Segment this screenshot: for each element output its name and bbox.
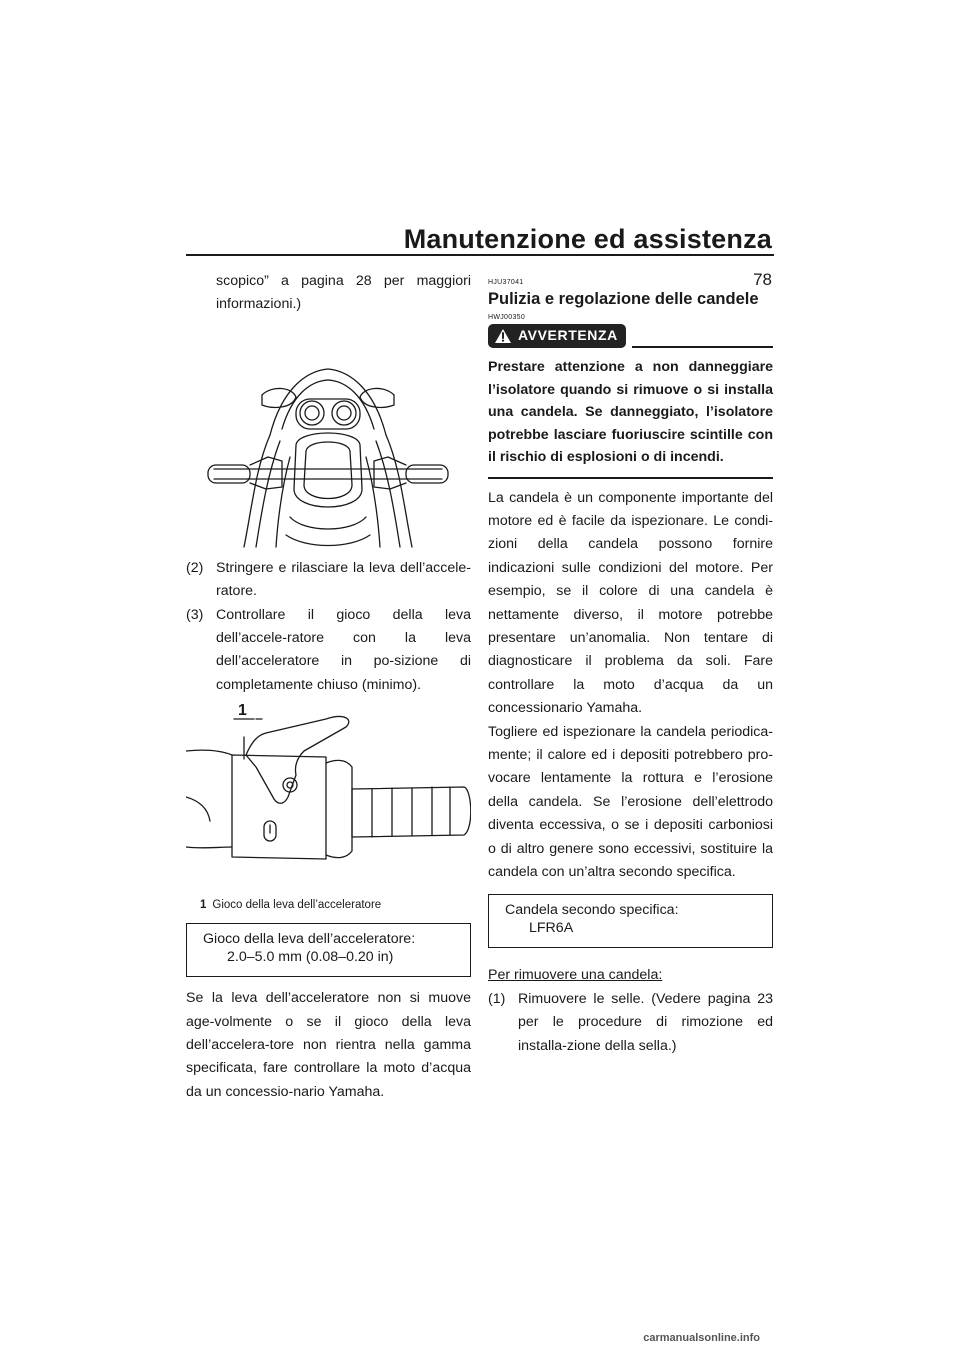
warning-rule bbox=[632, 346, 773, 348]
removal-heading: Per rimuovere una candela: bbox=[488, 967, 663, 984]
page-number: 78 bbox=[753, 270, 772, 289]
spec-value: 2.0–5.0 mm (0.08–0.20 in) bbox=[227, 949, 394, 966]
step-text: Controllare il gioco della leva dell’accele-ratore con la leva dell’acceleratore in po-sizione di completamente chiuso (minimo). bbox=[216, 606, 471, 693]
warning-triangle-icon bbox=[494, 328, 512, 344]
note-paragraph: Se la leva dell’acceleratore non si muove age-volmente o se il gioco della leva dell’accelera-tore non rientra nella gamma specificata, fare controllare la moto d’acqua da un concessio-nario Yamaha. bbox=[186, 990, 471, 1100]
warning-end-rule bbox=[488, 477, 773, 479]
caption-text: Gioco della leva dell’acceleratore bbox=[212, 899, 382, 912]
handlebar-illustration bbox=[186, 317, 471, 557]
spec-box-spark-plug bbox=[488, 894, 773, 948]
spec-label: Candela secondo specifica: bbox=[505, 902, 679, 919]
intro-text: scopico” a pagina 28 per maggiori informazioni.) bbox=[216, 273, 471, 313]
caption-number: 1 bbox=[200, 899, 207, 912]
warning-badge bbox=[488, 324, 626, 348]
spec-box-throttle bbox=[186, 923, 471, 977]
spec-value: LFR6A bbox=[529, 920, 574, 937]
section-title: Pulizia e regolazione delle candele bbox=[488, 290, 759, 308]
step-text: Stringere e rilasciare la leva dell’accele-ratore. bbox=[216, 559, 471, 600]
header-rule bbox=[186, 254, 774, 256]
warning-header bbox=[488, 324, 773, 348]
step-number: (2) bbox=[186, 559, 204, 576]
page-title: Manutenzione ed assistenza bbox=[403, 224, 772, 254]
throttle-lever-illustration bbox=[186, 697, 471, 897]
body-paragraph: Togliere ed ispezionare la candela periodica-mente; il calore ed i depositi potrebbero pro-vocare lentamente la rottura e l’erosione della candela. Se l’erosione dell’elettrodo diventa eccessiva, o se i depositi carboniosi o di altro genere sono eccessivi, sostituire la candela con un’altra secondo specifica. bbox=[488, 723, 773, 880]
step-text: Rimuovere le selle. (Vedere pagina 23 per le procedure di rimozione ed installa-zione della sella.) bbox=[518, 990, 773, 1054]
warning-code: HWJ00350 bbox=[488, 314, 526, 321]
right-column bbox=[488, 270, 773, 1058]
warning-text: Prestare attenzione a non danneggiare l’isolatore quando si rimuove o si installa una candela. Se danneggiato, l’isolatore potrebbe lasciare fuoriuscire scintille con il rischio di esplosioni o di incendi. bbox=[488, 359, 773, 465]
step-item bbox=[186, 557, 471, 604]
step-number: (3) bbox=[186, 606, 204, 623]
warning-label: AVVERTENZA bbox=[518, 327, 618, 344]
figure-caption bbox=[200, 897, 471, 913]
body-paragraph: La candela è un componente importante del motore ed è facile da ispezionare. Le condi-zioni della candela possono fornire indicazioni sulle condizioni del motore. Per esempio, se il colore di una candela è nettamente diverso, il motore potrebbe presentare un’anomalia. Non tentare di diagnosticare il problema da soli. Fare controllare la moto d’acqua da un concessionario Yamaha. bbox=[488, 489, 773, 717]
figure-callout-1: 1 bbox=[238, 702, 247, 720]
section-code: HJU37041 bbox=[488, 279, 524, 286]
watermark: carmanualsonline.info bbox=[643, 1332, 760, 1344]
step-number: (1) bbox=[488, 990, 506, 1007]
spec-label: Gioco della leva dell’acceleratore: bbox=[203, 931, 416, 948]
left-column bbox=[186, 270, 471, 1104]
step-item bbox=[488, 988, 773, 1058]
step-item bbox=[186, 604, 471, 698]
